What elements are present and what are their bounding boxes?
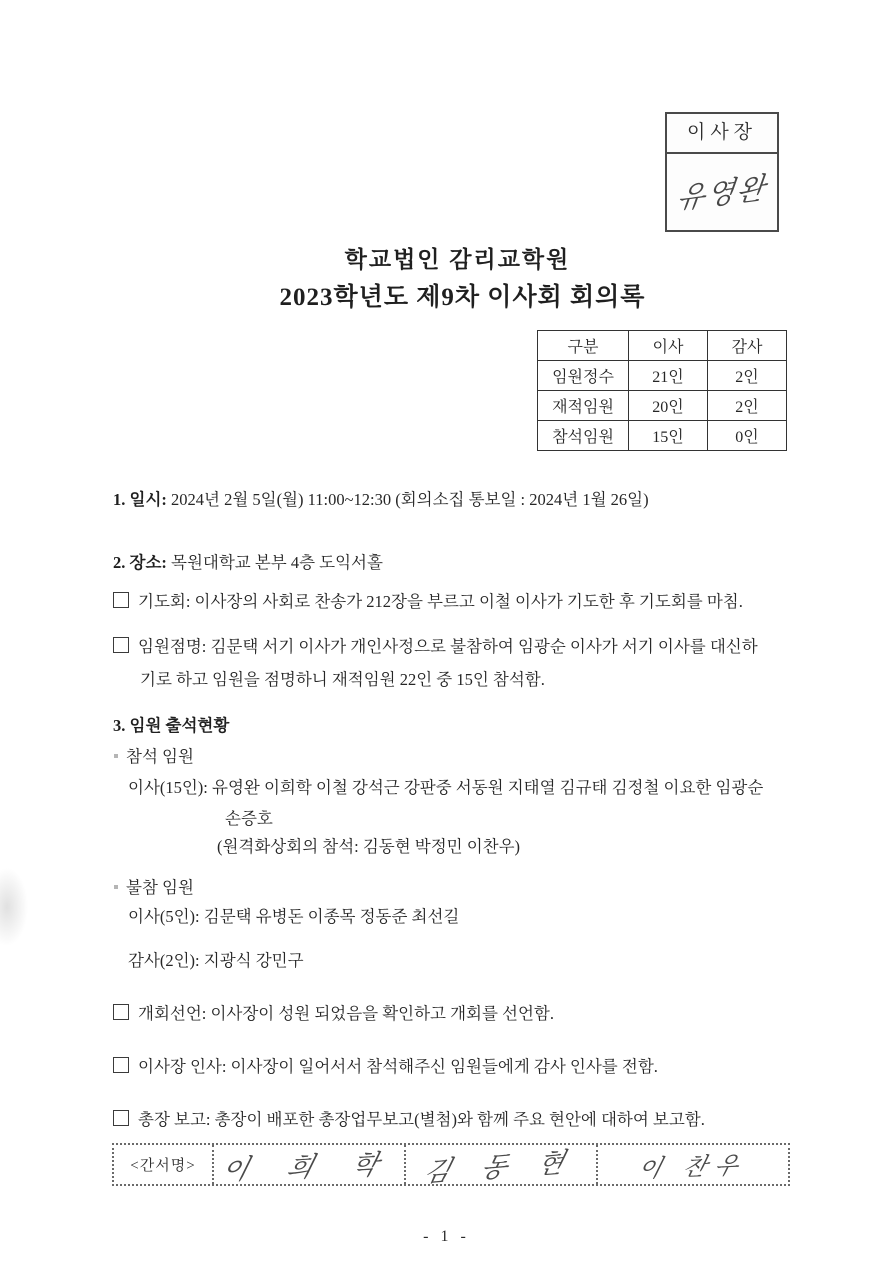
prayer-line (113, 588, 743, 612)
checkbox-icon (113, 592, 129, 608)
rollcall-text-line2: 기로 하고 임원을 점명하니 재적임원 22인 중 15인 참석함. (140, 670, 545, 689)
stamp-title: 이사장 (667, 114, 777, 154)
attend-directors-names: 유영완 이희학 이철 강석근 강판중 서동원 지태열 김규태 김정철 이요한 임광순 (212, 778, 764, 797)
item-location-text: 목원대학교 본부 4층 도익서홀 (171, 553, 383, 572)
attendance-summary-table (537, 330, 787, 451)
countersignature-cell (406, 1145, 598, 1188)
stamp-signature-area (667, 154, 777, 228)
table-cell: 15인 (629, 421, 708, 451)
countersignature-label: <간서명> (114, 1145, 214, 1184)
chairman-greeting-line (113, 1053, 658, 1077)
absent-directors-line (128, 903, 459, 927)
checkbox-icon (113, 1004, 129, 1020)
item-datetime (113, 486, 649, 510)
table-cell: 참석임원 (538, 421, 629, 451)
president-report-text: 총장 보고: 총장이 배포한 총장업무보고(별첨)와 함께 주요 현안에 대하여 보고함. (138, 1110, 705, 1129)
table-row (538, 421, 787, 451)
page-number: - 1 - (423, 1228, 470, 1245)
table-cell: 2인 (708, 361, 787, 391)
president-report-line (113, 1106, 705, 1130)
table-cell: 임원정수 (538, 361, 629, 391)
countersignature-2: 김 동 현 (420, 1146, 580, 1188)
document-title-line1: 학교법인 감리교학원 (344, 247, 571, 272)
scan-smudge-artifact (0, 868, 28, 946)
attend-header-text: 참석 임원 (126, 747, 194, 766)
attend-header (114, 743, 194, 767)
attend-directors-label: 이사(15인): (128, 778, 208, 797)
rollcall-line1 (113, 633, 758, 657)
prayer-text: 기도회: 이사장의 사회로 찬송가 212장을 부르고 이철 이사가 기도한 후 기도회를 마침. (138, 592, 743, 611)
document-title-line2: 2023학년도 제9차 이사회 회의록 (279, 284, 646, 311)
section3-heading: 3. 임원 출석현황 (113, 716, 230, 735)
rollcall-line2 (140, 666, 545, 690)
absent-header (114, 874, 194, 898)
table-cell: 21인 (629, 361, 708, 391)
item-datetime-text: 2024년 2월 5일(월) 11:00~12:30 (회의소집 통보일 : 2024년 1월 26일) (171, 490, 649, 509)
chairman-stamp-box (665, 112, 779, 232)
countersignature-cell (598, 1145, 788, 1184)
table-header-directors: 이사 (629, 331, 708, 361)
countersignature-3: 이 찬우 (635, 1153, 750, 1184)
absent-auditors-label: 감사(2인): (128, 951, 200, 970)
countersignature-1: 이 희 학 (218, 1148, 398, 1186)
bullet-mark (114, 754, 118, 758)
chairman-signature: 유영완 (674, 171, 769, 216)
table-header-auditors: 감사 (708, 331, 787, 361)
table-cell: 0인 (708, 421, 787, 451)
table-cell: 2인 (708, 391, 787, 421)
chairman-greeting-text: 이사장 인사: 이사장이 일어서서 참석해주신 임원들에게 감사 인사를 전함. (138, 1057, 658, 1076)
checkbox-icon (113, 1057, 129, 1073)
countersignature-strip (112, 1143, 790, 1186)
checkbox-icon (113, 1110, 129, 1126)
absent-auditors-line (128, 947, 304, 971)
attend-directors-overflow: 손증호 (225, 809, 273, 828)
table-row (538, 391, 787, 421)
countersignature-cell (214, 1145, 406, 1184)
checkbox-icon (113, 637, 129, 653)
table-header-category: 구분 (538, 331, 629, 361)
absent-directors-names: 김문택 유병돈 이종목 정동준 최선길 (203, 907, 460, 926)
table-header-row (538, 331, 787, 361)
item-location (113, 549, 383, 573)
bullet-mark (114, 885, 118, 889)
table-cell: 20인 (629, 391, 708, 421)
opening-declaration-line (113, 1000, 554, 1024)
absent-auditors-names: 지광식 강민구 (203, 951, 304, 970)
absent-directors-label: 이사(5인): (128, 907, 200, 926)
remote-attendees-line: (원격화상회의 참석: 김동현 박정민 이찬우) (217, 837, 521, 856)
item-location-label: 2. 장소: (113, 553, 167, 572)
attend-directors-line (128, 774, 763, 798)
item-datetime-label: 1. 일시: (113, 490, 167, 509)
table-cell: 재적임원 (538, 391, 629, 421)
opening-declaration-text: 개회선언: 이사장이 성원 되었음을 확인하고 개회를 선언함. (138, 1004, 554, 1023)
table-row (538, 361, 787, 391)
absent-header-text: 불참 임원 (126, 878, 194, 897)
rollcall-text-line1: 임원점명: 김문택 서기 이사가 개인사정으로 불참하여 임광순 이사가 서기 이사를 대신하 (138, 637, 758, 656)
